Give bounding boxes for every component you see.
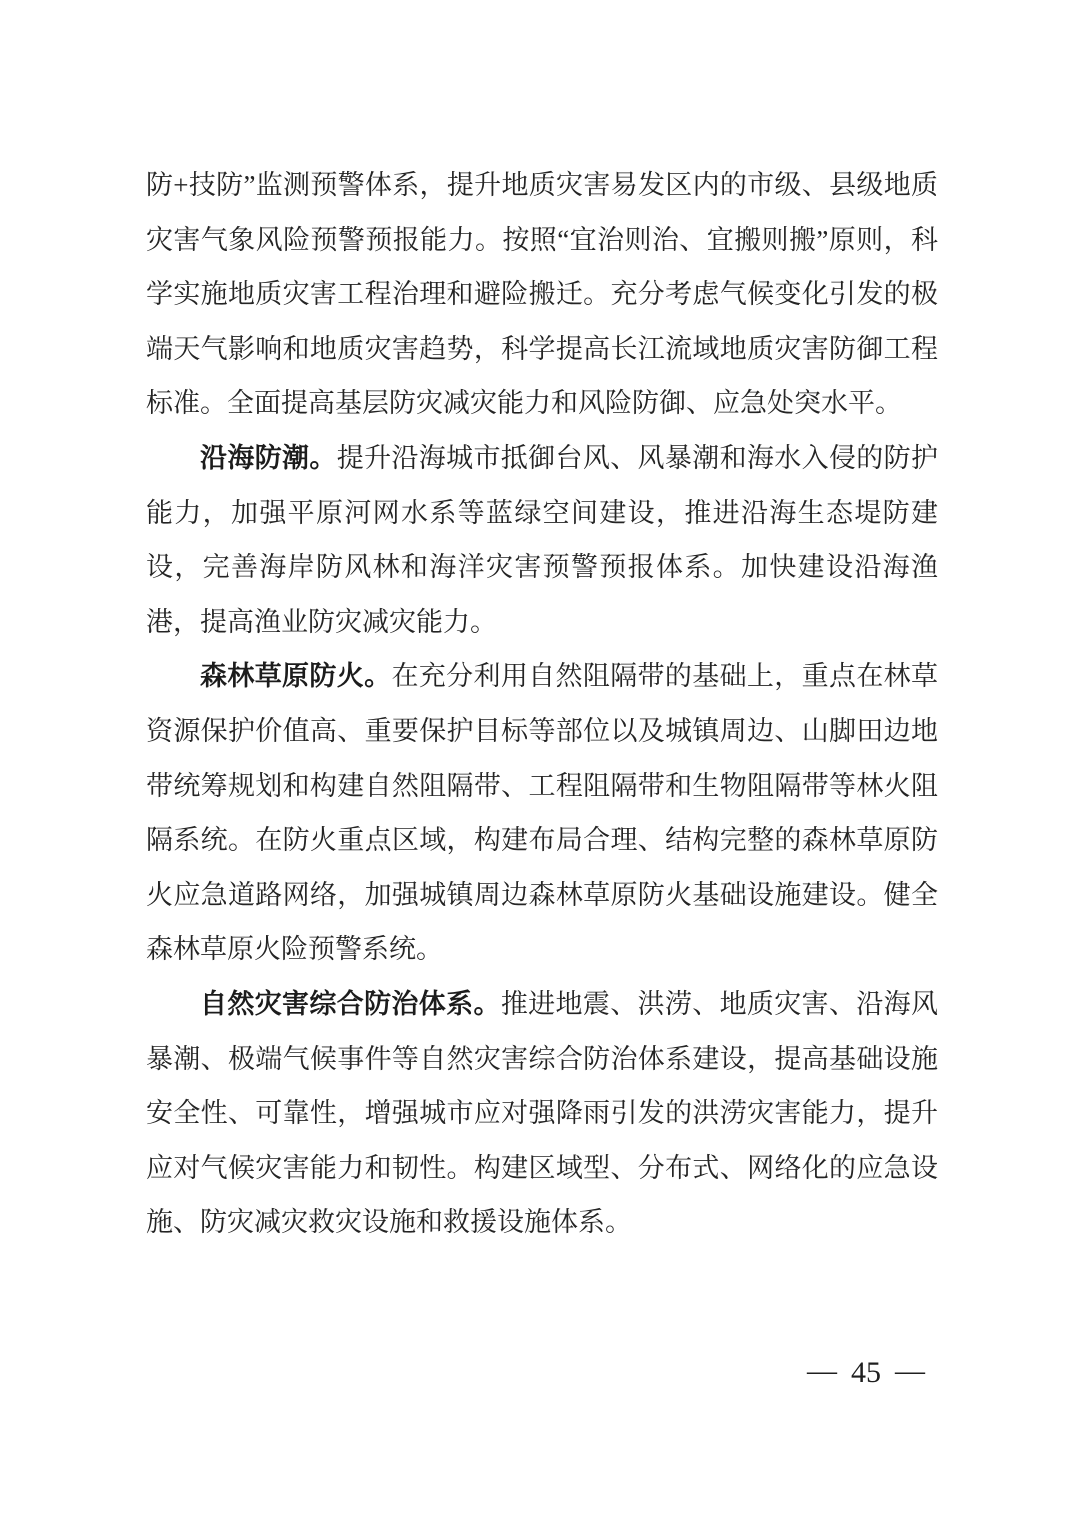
paragraph-lead: 森林草原防火。 (200, 661, 392, 692)
footer-dash-right: — (895, 1354, 925, 1387)
paragraph-text: 推进地震、洪涝、地质灾害、沿海风暴潮、极端气候事件等自然灾害综合防治体系建设，提高基础设施安全性、可靠性，增强城市应对强降雨引发的洪涝灾害能力，提升应对气候灾害能力和韧性。构建区域型、分布式、网络化的应急设施、防灾减灾救灾设施和救援设施体系。 (146, 988, 939, 1238)
paragraph-text: 提升沿海城市抵御台风、风暴潮和海水入侵的防护能力，加强平原河网水系等蓝绿空间建设，推进沿海生态堤防建设，完善海岸防风林和海洋灾害预警预报体系。加快建设沿海渔港，提高渔业防灾减灾能力。 (146, 442, 939, 637)
paragraph (146, 158, 938, 431)
paragraph-lead: 自然灾害综合防治体系。 (200, 988, 501, 1019)
paragraph (146, 431, 938, 649)
paragraph-lead: 沿海防潮。 (200, 442, 337, 473)
paragraph (146, 649, 938, 977)
paragraph (146, 977, 938, 1250)
paragraph-text: 防+技防”监测预警体系，提升地质灾害易发区内的市级、县级地质灾害气象风险预警预报能力。按照“宜治则治、宜搬则搬”原则，科学实施地质灾害工程治理和避险搬迁。充分考虑气候变化引发的极端天气影响和地质灾害趋势，科学提高长江流域地质灾害防御工程标准。全面提高基层防灾减灾能力和风险防御、应急处突水平。 (146, 170, 938, 419)
document-body (146, 158, 938, 1250)
page-footer (793, 1356, 939, 1390)
footer-dash-left: — (807, 1354, 837, 1387)
page-number: 45 (851, 1356, 881, 1389)
paragraph-text: 在充分利用自然阻隔带的基础上，重点在林草资源保护价值高、重要保护目标等部位以及城镇周边、山脚田边地带统筹规划和构建自然阻隔带、工程阻隔带和生物阻隔带等林火阻隔系统。在防火重点区域，构建布局合理、结构完整的森林草原防火应急道路网络，加强城镇周边森林草原防火基础设施建设。健全森林草原火险预警系统。 (146, 661, 939, 965)
